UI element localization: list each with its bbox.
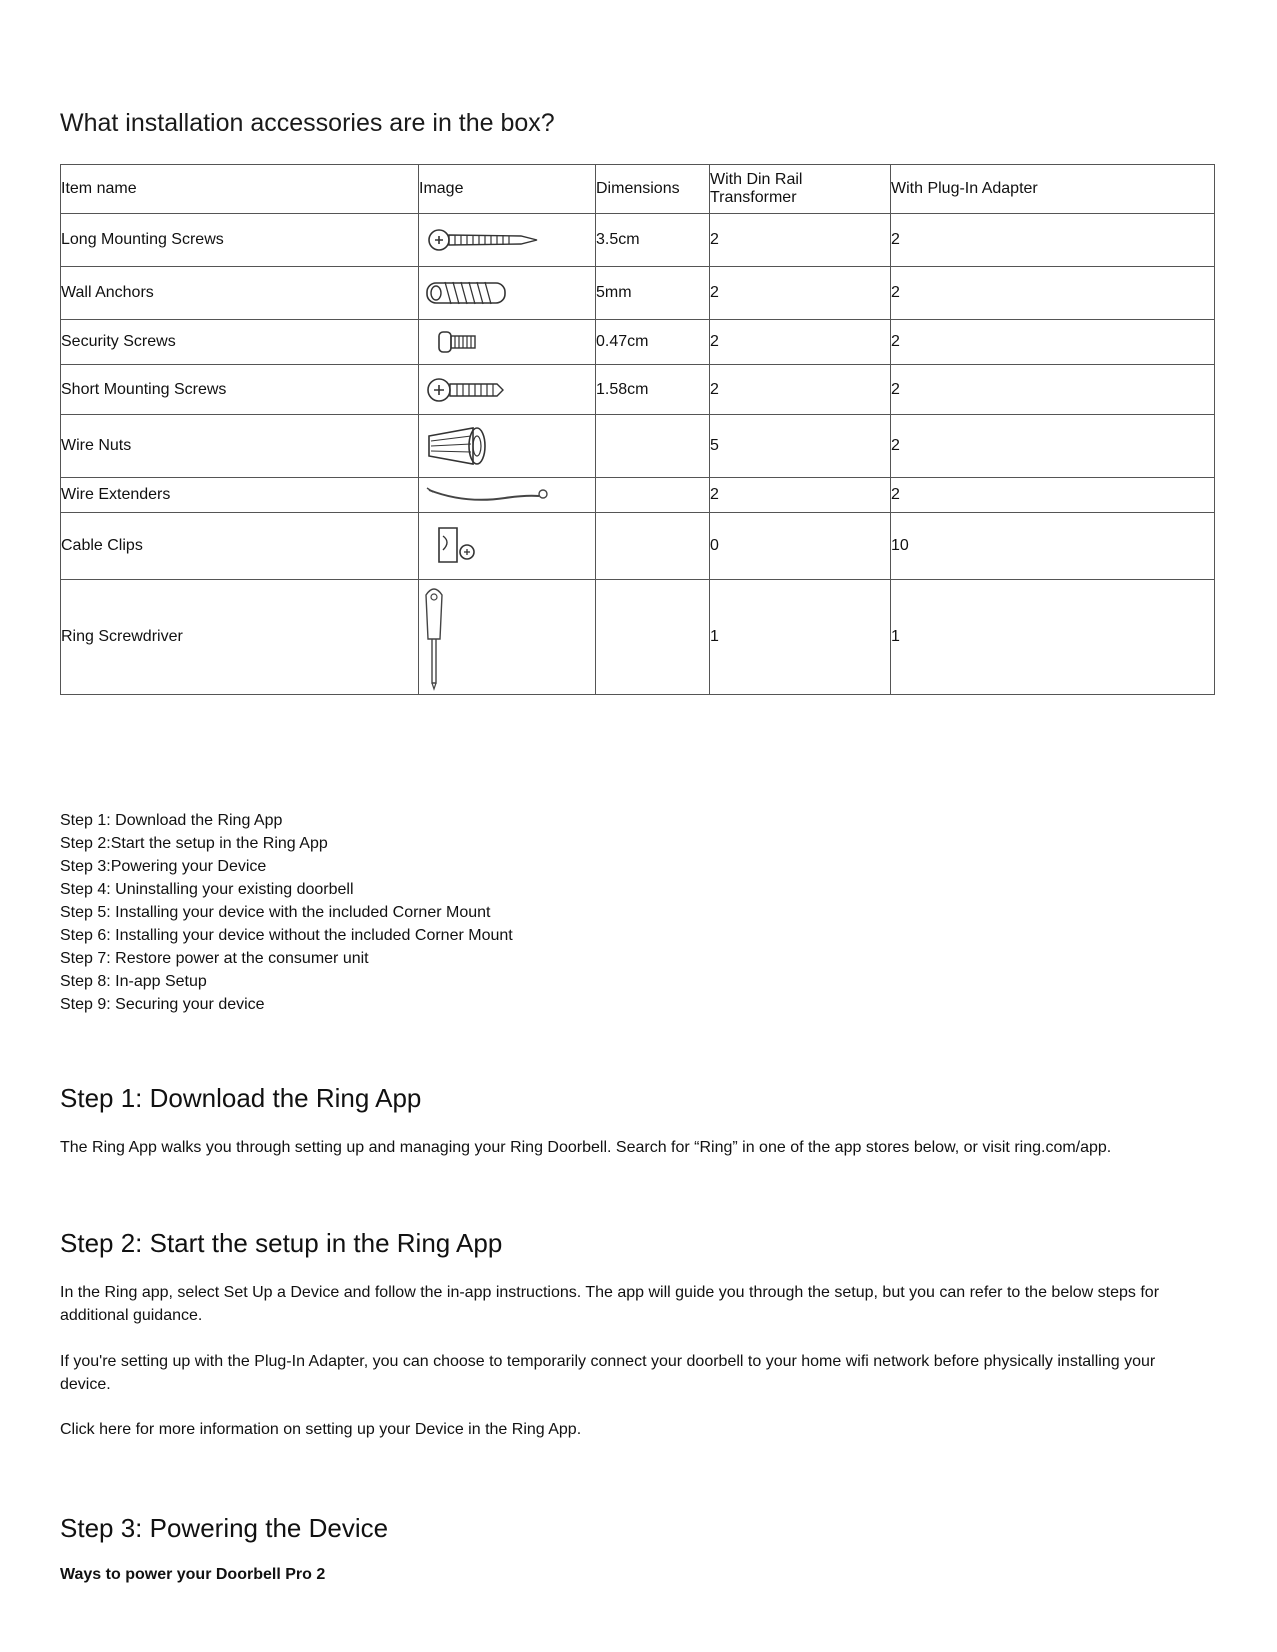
table-row (61, 320, 1215, 365)
step2-para-1: In the Ring app, select Set Up a Device and follow the in-app instructions. The app will guide you through the setup, but you can refer to the below steps for additional guidance. (60, 1284, 1160, 1324)
step3-title: Step 3: Powering the Device (60, 1513, 389, 1543)
header-plug-in: With Plug-In Adapter (891, 165, 1215, 214)
item-dimensions (596, 478, 710, 513)
header-dimensions: Dimensions (596, 165, 710, 214)
header-image: Image (419, 165, 596, 214)
item-din-qty: 2 (710, 320, 891, 365)
list-item[interactable]: Step 6: Installing your device without the included Corner Mount (60, 927, 513, 944)
item-din-qty: 2 (710, 267, 891, 320)
list-item[interactable]: Step 4: Uninstalling your existing doorbell (60, 881, 354, 898)
item-dimensions: 5mm (596, 267, 710, 320)
item-dimensions (596, 415, 710, 478)
step2-para-3[interactable]: Click here for more information on setting up your Device in the Ring App. (60, 1421, 582, 1438)
wire-nut-icon (425, 424, 491, 468)
item-din-qty: 5 (710, 415, 891, 478)
item-name: Wall Anchors (61, 267, 419, 320)
wall-anchor-icon (425, 276, 511, 310)
item-plug-qty: 2 (891, 214, 1215, 267)
table-row (61, 415, 1215, 478)
list-item[interactable]: Step 9: Securing your device (60, 996, 265, 1013)
item-plug-qty: 1 (891, 580, 1215, 695)
item-din-qty: 2 (710, 214, 891, 267)
page-title: What installation accessories are in the box? (60, 109, 555, 137)
short-screw-icon (425, 374, 507, 406)
item-name: Wire Nuts (61, 415, 419, 478)
item-dimensions: 0.47cm (596, 320, 710, 365)
item-plug-qty: 2 (891, 415, 1215, 478)
list-item[interactable]: Step 2:Start the setup in the Ring App (60, 835, 328, 852)
accessories-table (60, 164, 1215, 695)
item-din-qty: 2 (710, 478, 891, 513)
table-row (61, 580, 1215, 695)
item-name: Long Mounting Screws (61, 214, 419, 267)
security-screw-icon (437, 328, 481, 356)
step3-subtitle: Ways to power your Doorbell Pro 2 (60, 1566, 326, 1583)
step1-title: Step 1: Download the Ring App (60, 1083, 422, 1113)
item-plug-qty: 2 (891, 478, 1215, 513)
item-plug-qty: 2 (891, 365, 1215, 415)
item-name: Short Mounting Screws (61, 365, 419, 415)
header-item-name: Item name (61, 165, 419, 214)
item-dimensions (596, 513, 710, 580)
screwdriver-icon (421, 583, 447, 691)
item-name: Wire Extenders (61, 478, 419, 513)
item-plug-qty: 10 (891, 513, 1215, 580)
step2-para-2: If you're setting up with the Plug-In Adapter, you can choose to temporarily connect your doorbell to your home wifi network before physically installing your device. (60, 1353, 1156, 1393)
item-dimensions: 1.58cm (596, 365, 710, 415)
item-name: Security Screws (61, 320, 419, 365)
header-din-rail: With Din Rail Transformer (710, 165, 891, 214)
step2-title: Step 2: Start the setup in the Ring App (60, 1228, 503, 1258)
item-name: Cable Clips (61, 513, 419, 580)
item-plug-qty: 2 (891, 267, 1215, 320)
item-din-qty: 1 (710, 580, 891, 695)
table-row (61, 267, 1215, 320)
list-item[interactable]: Step 5: Installing your device with the included Corner Mount (60, 904, 491, 921)
cable-clip-icon (433, 522, 481, 570)
item-din-qty: 0 (710, 513, 891, 580)
table-header-row (61, 165, 1215, 214)
item-din-qty: 2 (710, 365, 891, 415)
item-dimensions (596, 580, 710, 695)
item-name: Ring Screwdriver (61, 580, 419, 695)
list-item[interactable]: Step 3:Powering your Device (60, 858, 267, 875)
item-plug-qty: 2 (891, 320, 1215, 365)
wire-extender-icon (425, 484, 551, 506)
step1-body: The Ring App walks you through setting up and managing your Ring Doorbell. Search for “Ring” in one of the app stores below, or visit ring.com/app. (60, 1139, 1112, 1156)
item-dimensions: 3.5cm (596, 214, 710, 267)
steps-list (60, 809, 513, 1016)
table-row (61, 365, 1215, 415)
table-row (61, 478, 1215, 513)
table-row (61, 214, 1215, 267)
list-item[interactable]: Step 7: Restore power at the consumer unit (60, 950, 369, 967)
list-item[interactable]: Step 8: In-app Setup (60, 973, 207, 990)
list-item[interactable]: Step 1: Download the Ring App (60, 812, 283, 829)
long-screw-icon (425, 223, 541, 257)
table-row (61, 513, 1215, 580)
